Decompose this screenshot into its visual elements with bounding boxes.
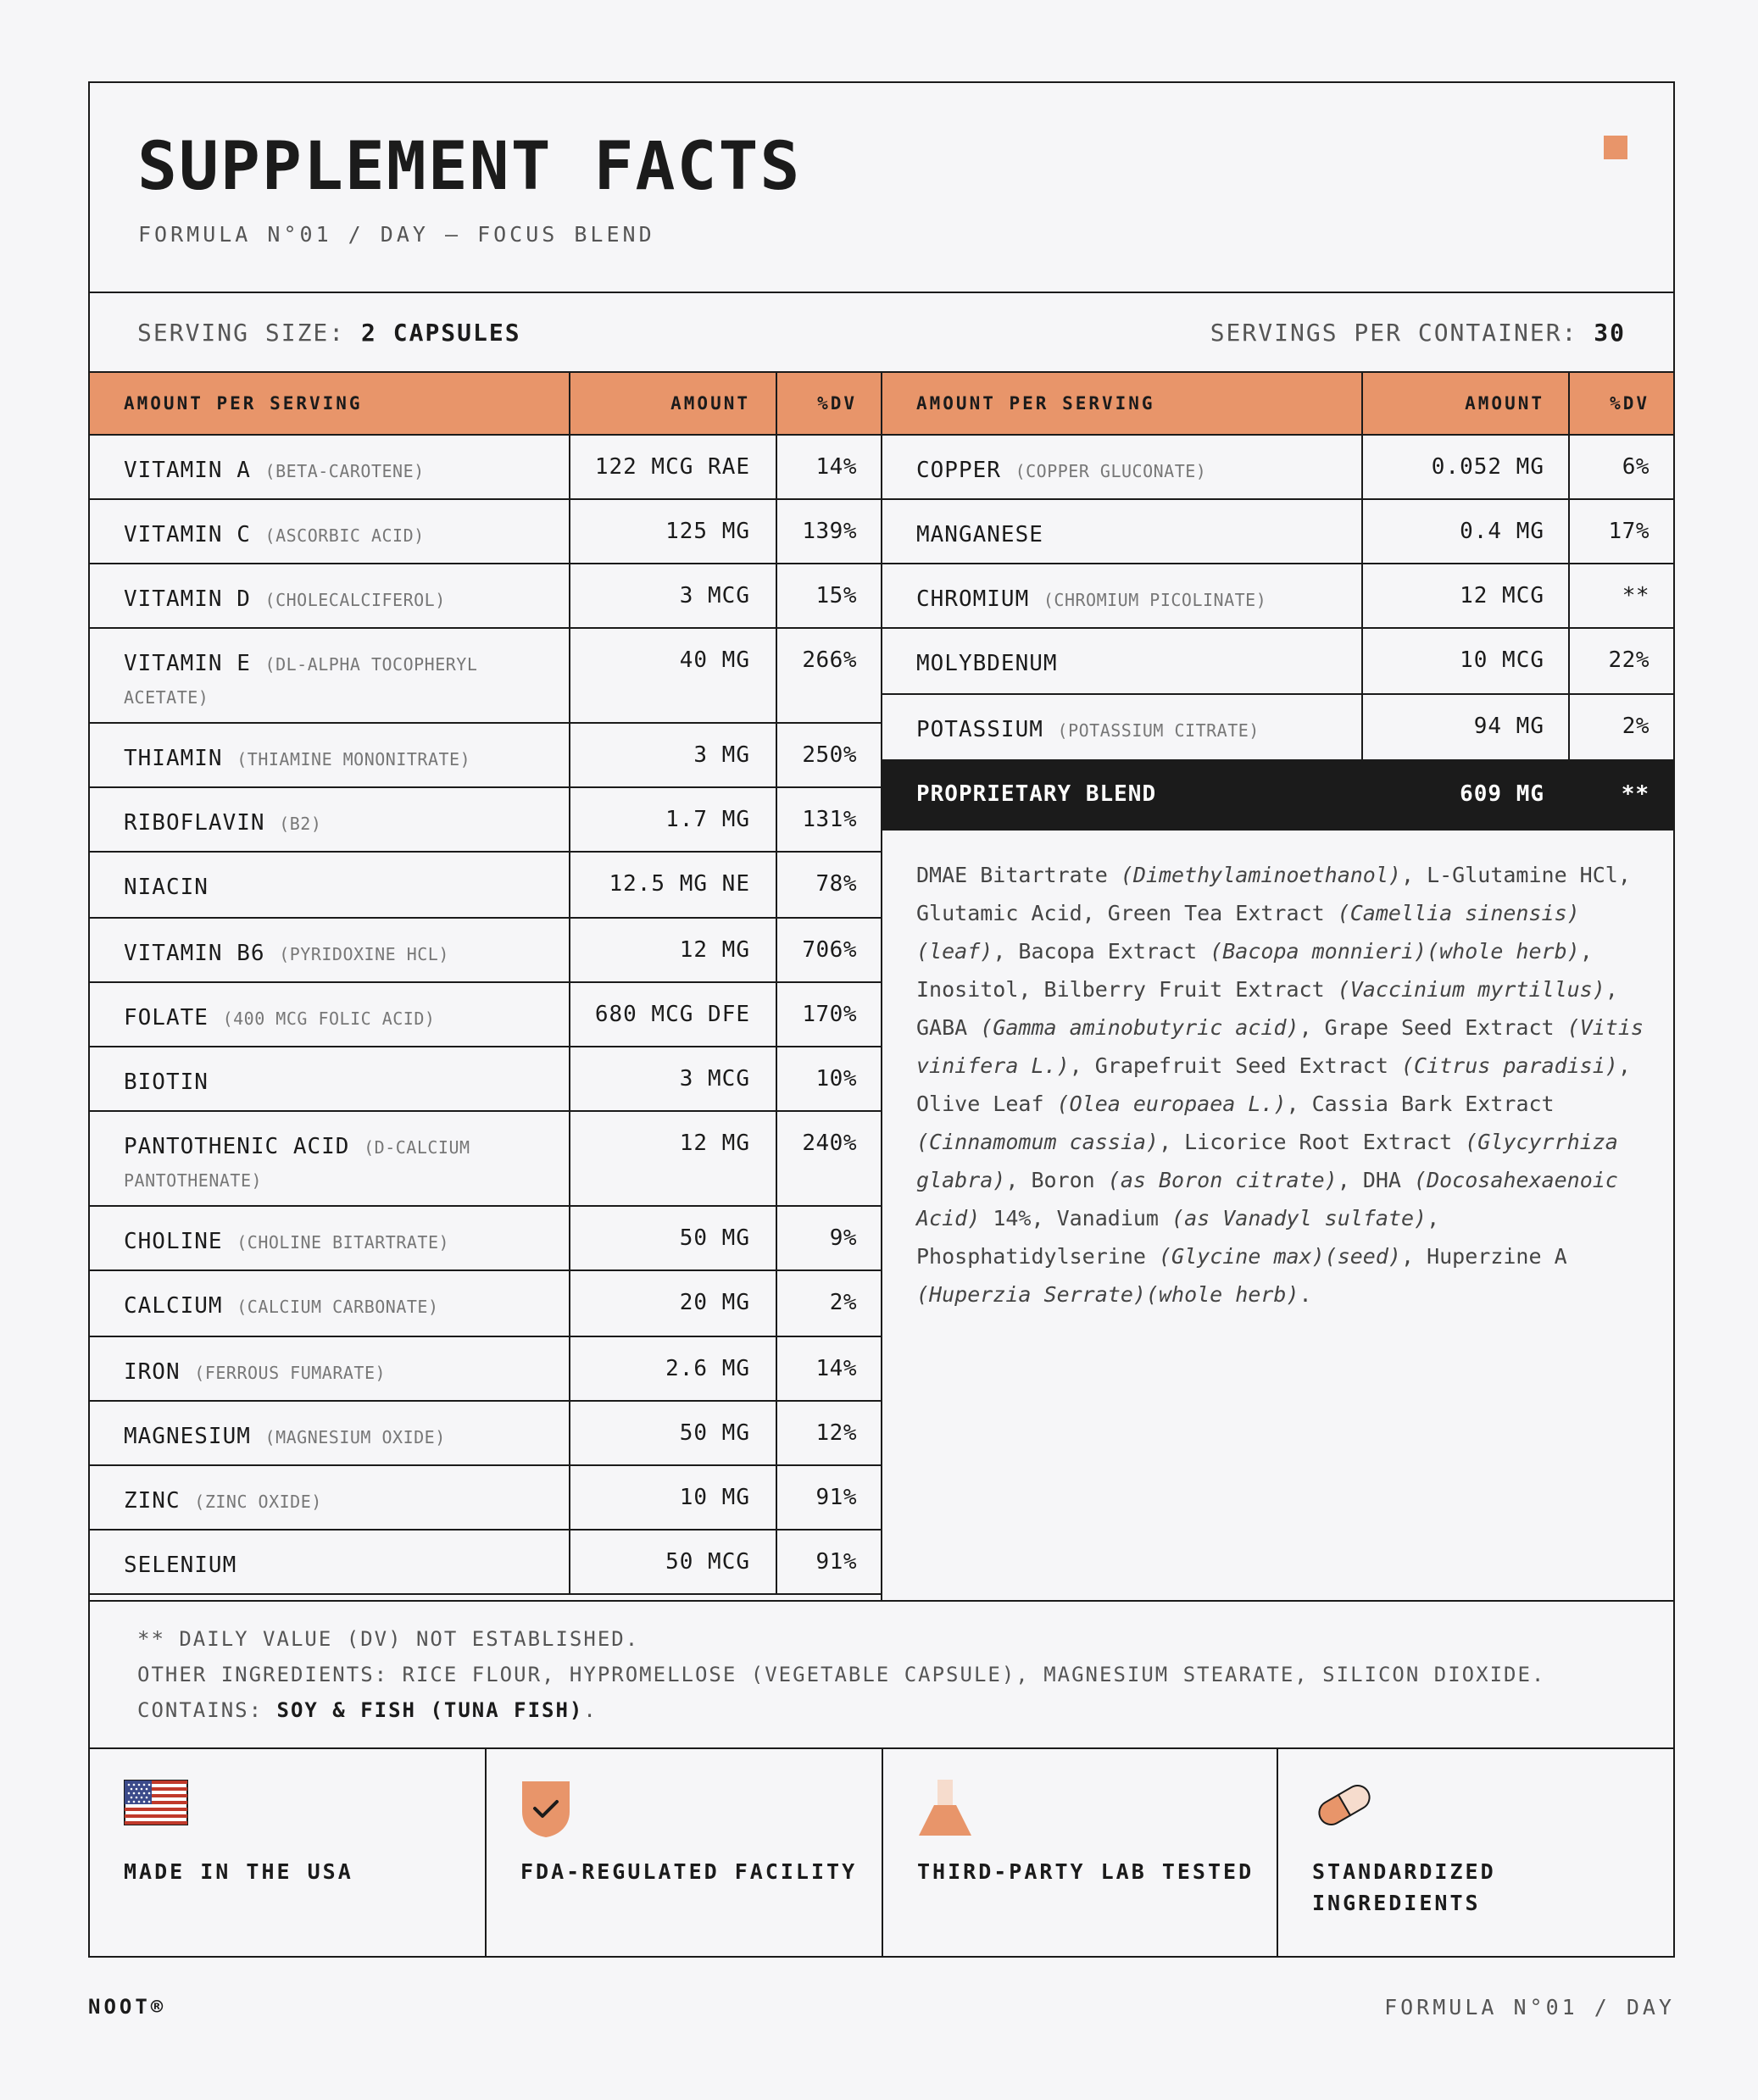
nutrient-amount: 3 MG [693, 742, 750, 768]
nutrient-dv: 14% [815, 454, 857, 480]
nutrient-dv: 706% [802, 937, 857, 963]
nutrient-amount: 2.6 MG [665, 1356, 750, 1381]
nutrient-name: VITAMIN D (CHOLECALCIFEROL) [124, 586, 446, 612]
nutrient-name: CALCIUM (CALCIUM CARBONATE) [124, 1293, 439, 1319]
badge-label: MADE IN THE USA [124, 1859, 353, 1884]
nutrient-name: BIOTIN [124, 1069, 209, 1095]
table-row [882, 695, 1673, 759]
nutrient-dv: 266% [802, 647, 857, 673]
table-row [90, 629, 881, 724]
other-ingredients: OTHER INGREDIENTS: RICE FLOUR, HYPROMELLOSE (VEGETABLE CAPSULE), MAGNESIUM STEARATE, SILICON DIOXIDE. [137, 1663, 1546, 1686]
nutrient-dv: 2% [829, 1290, 857, 1315]
nutrient-name: SELENIUM [124, 1553, 237, 1578]
nutrient-source: (ZINC OXIDE) [194, 1492, 322, 1512]
serving-size: SERVING SIZE: 2 CAPSULES [137, 319, 521, 347]
nutrient-dv: 22% [1608, 647, 1650, 673]
badge-label: STANDARDIZED INGREDIENTS [1312, 1859, 1496, 1915]
nutrient-source: (BETA-CAROTENE) [264, 461, 425, 481]
table-row [882, 500, 1673, 564]
nutrient-dv: 78% [815, 871, 857, 897]
nutrient-amount: 0.052 MG [1431, 454, 1544, 480]
nutrient-source: (COPPER GLUCONATE) [1015, 461, 1207, 481]
nutrient-source: (400 MCG FOLIC ACID) [222, 1008, 436, 1029]
table-row [90, 500, 881, 564]
blend-amount: 609 MG [1460, 781, 1544, 807]
nutrient-dv: 170% [802, 1002, 857, 1027]
nutrient-amount: 50 MG [679, 1420, 750, 1446]
nutrient-dv: 14% [815, 1356, 857, 1381]
table-row [90, 1047, 881, 1112]
nutrient-name: VITAMIN E (DL-ALPHA TOCOPHERYL ACETATE) [124, 651, 478, 708]
table-row [90, 1207, 881, 1271]
accent-square [1604, 136, 1627, 159]
nutrient-dv: ** [1622, 583, 1650, 608]
serving-info [90, 293, 1673, 373]
capsule-icon [1312, 1780, 1377, 1834]
nutrient-amount: 10 MG [679, 1485, 750, 1510]
nutrient-source: (B2) [279, 814, 322, 834]
nutrient-dv: 131% [802, 807, 857, 832]
nutrient-dv: 9% [829, 1225, 857, 1251]
nutrient-source: (MAGNESIUM OXIDE) [264, 1427, 446, 1447]
table-row [90, 1466, 881, 1531]
nutrient-amount: 3 MCG [679, 583, 750, 608]
nutrient-dv: 91% [815, 1549, 857, 1575]
table-row [882, 629, 1673, 695]
badge-label: FDA-REGULATED FACILITY [520, 1859, 858, 1884]
quality-badges [90, 1749, 1673, 1958]
supplement-facts-panel [88, 81, 1675, 1958]
nutrient-dv: 17% [1608, 519, 1650, 544]
badge-fda-facility [487, 1749, 882, 1958]
blend-name: PROPRIETARY BLEND [916, 781, 1157, 807]
nutrient-name: NIACIN [124, 875, 209, 900]
nutrient-source: (FERROUS FUMARATE) [194, 1363, 387, 1383]
nutrient-amount: 125 MG [665, 519, 750, 544]
nutrient-name: MANGANESE [916, 522, 1043, 547]
table-row [90, 853, 881, 919]
nutrient-name: COPPER (COPPER GLUCONATE) [916, 458, 1207, 483]
footer-formula: FORMULA N°01 / DAY [1384, 1995, 1675, 2019]
nutrient-amount: 12 MG [679, 1131, 750, 1156]
badge-standardized [1278, 1749, 1673, 1958]
badge-label: THIRD-PARTY LAB TESTED [917, 1859, 1255, 1884]
table-row [882, 564, 1673, 629]
nutrient-dv: 15% [815, 583, 857, 608]
table-row [90, 1271, 881, 1337]
nutrient-amount: 122 MCG RAE [594, 454, 750, 480]
nutrient-name: PANTOTHENIC ACID (D-CALCIUM PANTOTHENATE) [124, 1134, 470, 1191]
nutrient-table-right [882, 373, 1673, 1307]
nutrient-dv: 12% [815, 1420, 857, 1446]
table-row [882, 436, 1673, 500]
nutrient-source: (THIAMINE MONONITRATE) [236, 749, 471, 769]
table-header [882, 373, 1673, 436]
nutrient-name: POTASSIUM (POTASSIUM CITRATE) [916, 717, 1260, 742]
nutrient-dv: 240% [802, 1131, 857, 1156]
nutrient-source: (DL-ALPHA TOCOPHERYL ACETATE) [124, 654, 478, 708]
nutrient-table-left [90, 373, 881, 1595]
nutrient-source: (CHOLECALCIFEROL) [264, 590, 446, 610]
table-header [90, 373, 881, 436]
nutrient-amount: 50 MCG [665, 1549, 750, 1575]
nutrient-dv: 250% [802, 742, 857, 768]
header-dv: %DV [817, 393, 857, 414]
nutrient-name: FOLATE (400 MCG FOLIC ACID) [124, 1005, 436, 1031]
nutrient-dv: 6% [1622, 454, 1650, 480]
nutrient-amount: 10 MCG [1460, 647, 1544, 673]
nutrient-amount: 0.4 MG [1460, 519, 1544, 544]
nutrient-source: (CHOLINE BITARTRATE) [236, 1232, 450, 1253]
shield-check-icon [520, 1780, 571, 1842]
brand-logo: NOOT® [88, 1995, 167, 2019]
nutrient-name: VITAMIN C (ASCORBIC ACID) [124, 522, 425, 547]
nutrient-source: (D-CALCIUM PANTOTHENATE) [124, 1137, 470, 1191]
proprietary-blend-bar [882, 759, 1673, 831]
badge-lab-tested [883, 1749, 1277, 1958]
header-name: AMOUNT PER SERVING [916, 393, 1155, 414]
nutrient-name: ZINC (ZINC OXIDE) [124, 1488, 322, 1514]
table-row [90, 919, 881, 983]
nutrient-dv: 91% [815, 1485, 857, 1510]
header-amount: AMOUNT [1465, 393, 1544, 414]
nutrient-source: (CALCIUM CARBONATE) [236, 1297, 439, 1317]
nutrient-name: IRON (FERROUS FUMARATE) [124, 1359, 387, 1385]
table-row [90, 436, 881, 500]
header-amount: AMOUNT [670, 393, 750, 414]
lab-flask-icon [917, 1780, 973, 1842]
nutrient-dv: 139% [802, 519, 857, 544]
nutrient-source: (ASCORBIC ACID) [264, 525, 425, 546]
nutrient-name: MOLYBDENUM [916, 651, 1058, 676]
formula-subtitle: FORMULA N°01 / DAY — FOCUS BLEND [138, 222, 655, 247]
dv-note: ** DAILY VALUE (DV) NOT ESTABLISHED. [137, 1627, 640, 1651]
nutrient-amount: 94 MG [1473, 714, 1544, 739]
allergen-statement: CONTAINS: SOY & FISH (TUNA FISH). [137, 1698, 598, 1722]
table-row [90, 983, 881, 1047]
nutrient-source: (POTASSIUM CITRATE) [1057, 720, 1260, 741]
nutrient-source: (PYRIDOXINE HCL) [279, 944, 449, 964]
header-dv: %DV [1610, 393, 1650, 414]
nutrient-amount: 12 MG [679, 937, 750, 963]
nutrient-name: CHOLINE (CHOLINE BITARTRATE) [124, 1229, 450, 1254]
nutrient-name: RIBOFLAVIN (B2) [124, 810, 322, 836]
table-row [90, 1402, 881, 1466]
nutrient-amount: 680 MCG DFE [594, 1002, 750, 1027]
nutrient-name: VITAMIN A (BETA-CAROTENE) [124, 458, 425, 483]
nutrient-dv: 2% [1622, 714, 1650, 739]
table-row [90, 788, 881, 853]
footnotes [90, 1600, 1673, 1749]
nutrient-name: CHROMIUM (CHROMIUM PICOLINATE) [916, 586, 1267, 612]
blend-dv: ** [1621, 781, 1650, 807]
facts-header [90, 83, 1673, 293]
table-row [90, 724, 881, 788]
badge-made-in-usa [90, 1749, 485, 1958]
page-title: SUPPLEMENT FACTS [137, 129, 802, 205]
blend-ingredients: DMAE Bitartrate (Dimethylaminoethanol), L-Glutamine HCl, Glutamic Acid, Green Tea Extract (Camellia sinensis)(leaf), Bacopa Extract (Bacopa monnieri)(whole herb), Inositol, Bilberry Fruit Extract (Vaccinium myrtillus), GABA (Gamma aminobutyric acid), Grape Seed Extract (Vitis vinifera L.), Grapefruit Seed Extract (Citrus paradisi), Olive Leaf (Olea europaea L.), Cassia Bark Extract (Cinnamomum cassia), Licorice Root Extract (Glycyrrhiza glabra), Boron (as Boron citrate), DHA (Docosahexaenoic Acid) 14%, Vanadium (as Vanadyl sulfate), Phosphatidylserine (Glycine max)(seed), Huperzine A (Huperzia Serrate)(whole herb). [916, 863, 1644, 1307]
nutrient-amount: 12 MCG [1460, 583, 1544, 608]
nutrient-name: THIAMIN (THIAMINE MONONITRATE) [124, 746, 471, 771]
us-flag-icon [124, 1780, 188, 1829]
table-row [90, 1112, 881, 1207]
nutrient-name: MAGNESIUM (MAGNESIUM OXIDE) [124, 1424, 446, 1449]
nutrient-amount: 50 MG [679, 1225, 750, 1251]
nutrient-source: (CHROMIUM PICOLINATE) [1043, 590, 1267, 610]
nutrient-amount: 40 MG [679, 647, 750, 673]
table-row [90, 1337, 881, 1402]
nutrient-amount: 3 MCG [679, 1066, 750, 1092]
nutrient-amount: 20 MG [679, 1290, 750, 1315]
table-row [90, 564, 881, 629]
nutrient-amount: 12.5 MG NE [609, 871, 750, 897]
nutrient-dv: 10% [815, 1066, 857, 1092]
table-row [90, 1531, 881, 1595]
header-name: AMOUNT PER SERVING [124, 393, 363, 414]
nutrient-amount: 1.7 MG [665, 807, 750, 832]
servings-per-container: SERVINGS PER CONTAINER: 30 [1210, 319, 1626, 347]
nutrient-name: VITAMIN B6 (PYRIDOXINE HCL) [124, 941, 449, 966]
